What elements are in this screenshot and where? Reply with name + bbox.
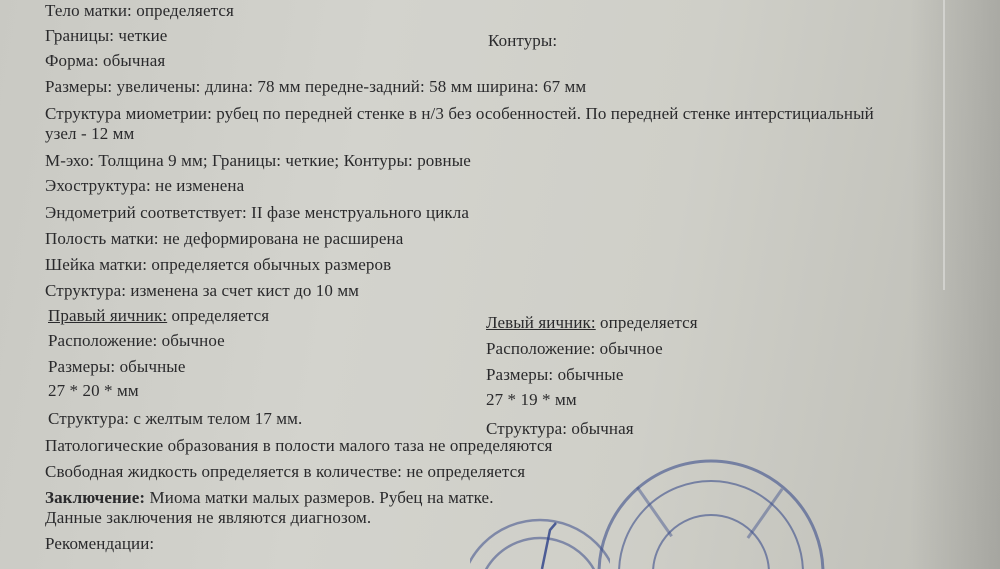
page-shadow	[910, 0, 1000, 569]
conclusion-line	[45, 488, 494, 508]
conclusion-text: Миома матки малых размеров. Рубец на матке.	[145, 488, 494, 507]
right-ovary-sizes: Размеры: обычные	[48, 357, 186, 376]
endometrium-line: Эндометрий соответствует: II фазе менструального цикла	[45, 203, 470, 222]
left-ovary-status: определяется	[595, 313, 698, 332]
uterus-body-line: Тело матки: определяется	[45, 1, 234, 20]
left-ovary-position: Расположение: обычное	[486, 339, 663, 358]
cavity-line: Полость матки: не деформирована не расширена	[45, 229, 404, 248]
right-ovary-structure: Структура: с желтым телом 17 мм.	[48, 409, 303, 428]
round-seal-stamp	[596, 448, 826, 569]
left-ovary-label: Левый яичник:	[486, 313, 596, 332]
myometrium-line-1: Структура миометрии: рубец по передней стенке в н/3 без особенностей. По передней стенке интерстициальный	[45, 104, 874, 123]
cervix-line: Шейка матки: определяется обычных размеров	[45, 255, 392, 274]
conclusion-label: Заключение:	[45, 488, 146, 507]
disclaimer-line: Данные заключения не являются диагнозом.	[45, 508, 372, 527]
recommendations-line: Рекомендации:	[45, 534, 155, 553]
right-ovary-dims: 27 * 20 * мм	[48, 381, 139, 400]
right-ovary-label: Правый яичник:	[48, 306, 168, 325]
right-ovary-status: определяется	[167, 306, 270, 325]
left-ovary-structure: Структура: обычная	[486, 419, 634, 438]
left-ovary-sizes: Размеры: обычные	[486, 365, 624, 384]
free-fluid-line: Свободная жидкость определяется в количестве: не определяется	[45, 462, 526, 481]
sizes-line: Размеры: увеличены: длина: 78 мм передне-задний: 58 мм ширина: 67 мм	[45, 77, 587, 96]
partial-stamp-left	[470, 505, 610, 569]
left-ovary-header	[486, 313, 698, 333]
cervix-structure-line: Структура: изменена за счет кист до 10 мм	[45, 281, 360, 300]
right-ovary-header	[48, 306, 269, 326]
right-ovary-position: Расположение: обычное	[48, 331, 225, 350]
myometrium-line-2: узел - 12 мм	[45, 124, 135, 143]
m-echo-line: М-эхо: Толщина 9 мм; Границы: четкие; Контуры: ровные	[45, 151, 471, 170]
pathology-line: Патологические образования в полости малого таза не определяются	[45, 436, 553, 455]
borders-line: Границы: четкие	[45, 26, 168, 45]
echostructure-line: Эхоструктура: не изменена	[45, 176, 245, 195]
contours-line: Контуры:	[488, 31, 558, 50]
shape-line: Форма: обычная	[45, 51, 166, 70]
paper-edge	[943, 0, 945, 290]
left-ovary-dims: 27 * 19 * мм	[486, 390, 577, 409]
